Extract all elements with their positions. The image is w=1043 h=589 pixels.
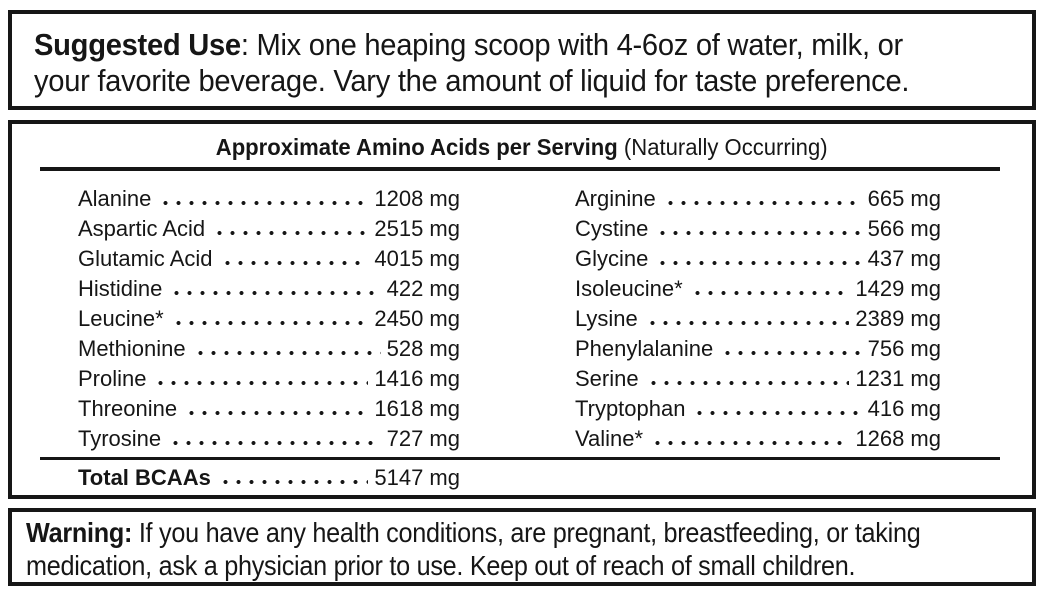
dot-leader	[192, 342, 381, 356]
amino-columns	[78, 184, 1032, 454]
dot-leader	[167, 432, 380, 446]
total-bcaas-value: 5147 mg	[374, 465, 460, 490]
amino-row	[575, 214, 941, 244]
amino-name: Alanine	[78, 186, 152, 211]
amino-name: Glutamic Acid	[78, 246, 213, 271]
amino-name: Arginine	[575, 186, 656, 211]
dot-leader	[654, 252, 861, 266]
amino-value: 528 mg	[386, 336, 460, 361]
amino-acids-box	[8, 120, 1036, 499]
amino-row	[78, 214, 460, 244]
dot-leader	[719, 342, 861, 356]
amino-name: Histidine	[78, 276, 163, 301]
dot-leader	[645, 372, 850, 386]
amino-value: 2515 mg	[374, 216, 460, 241]
amino-row	[575, 304, 941, 334]
header-rule	[40, 167, 1000, 171]
dot-leader	[211, 222, 368, 236]
suggested-use-text-line1: : Mix one heaping scoop with 4-6oz of water, milk, or	[240, 27, 903, 62]
amino-row	[78, 304, 460, 334]
amino-value: 2389 mg	[855, 306, 941, 331]
dot-leader	[689, 282, 850, 296]
dot-leader	[168, 282, 380, 296]
amino-column-left	[78, 184, 460, 454]
warning-text-line1: If you have any health conditions, are pregnant, breastfeeding, or taking	[132, 517, 921, 548]
total-bcaas-label: Total BCAAs	[78, 465, 211, 490]
amino-row	[78, 184, 460, 214]
amino-value: 437 mg	[867, 246, 941, 271]
amino-value: 422 mg	[386, 276, 460, 301]
dot-leader	[644, 312, 850, 326]
amino-row	[575, 184, 941, 214]
amino-name: Aspartic Acid	[78, 216, 206, 241]
dot-leader	[654, 222, 861, 236]
warning-label: Warning:	[26, 517, 133, 548]
amino-column-right	[575, 184, 941, 454]
amino-name: Cystine	[575, 216, 649, 241]
amino-name: Phenylalanine	[575, 336, 714, 361]
total-rule	[40, 457, 1000, 460]
amino-name: Isoleucine*	[575, 276, 683, 301]
dot-leader	[157, 192, 368, 206]
dot-leader	[691, 402, 861, 416]
amino-table-title-main: Approximate Amino Acids per Serving	[216, 134, 619, 160]
dot-leader	[183, 402, 368, 416]
amino-row	[575, 274, 941, 304]
suggested-use-box	[8, 10, 1036, 110]
warning-line2: medication, ask a physician prior to use. Keep out of reach of small children.	[26, 550, 856, 581]
amino-row	[78, 424, 460, 454]
total-bcaas-row	[78, 463, 460, 493]
amino-name: Valine*	[575, 426, 644, 451]
suggested-use-line1	[34, 27, 1010, 63]
amino-value: 1268 mg	[855, 426, 941, 451]
amino-table-title-note: (Naturally Occurring)	[618, 134, 828, 160]
amino-name: Proline	[78, 366, 147, 391]
amino-value: 727 mg	[386, 426, 460, 451]
amino-row	[575, 334, 941, 364]
dot-leader	[152, 372, 368, 386]
amino-value: 566 mg	[867, 216, 941, 241]
suggested-use-label: Suggested Use	[34, 27, 241, 62]
amino-row	[78, 334, 460, 364]
amino-value: 1231 mg	[855, 366, 941, 391]
amino-row	[78, 274, 460, 304]
amino-name: Methionine	[78, 336, 186, 361]
amino-value: 416 mg	[867, 396, 941, 421]
amino-value: 1618 mg	[374, 396, 460, 421]
warning-box	[8, 508, 1036, 586]
amino-value: 1416 mg	[374, 366, 460, 391]
amino-row	[575, 244, 941, 274]
amino-value: 2450 mg	[374, 306, 460, 331]
amino-value: 1429 mg	[855, 276, 941, 301]
amino-row	[575, 364, 941, 394]
amino-row	[78, 394, 460, 424]
amino-value: 665 mg	[867, 186, 941, 211]
amino-value: 1208 mg	[374, 186, 460, 211]
dot-leader	[649, 432, 849, 446]
amino-row	[575, 424, 941, 454]
amino-name: Tyrosine	[78, 426, 162, 451]
amino-row	[78, 244, 460, 274]
dot-leader	[662, 192, 862, 206]
amino-row	[78, 364, 460, 394]
amino-name: Glycine	[575, 246, 649, 271]
dot-leader	[217, 471, 369, 485]
amino-name: Tryptophan	[575, 396, 686, 421]
dot-leader	[219, 252, 369, 266]
amino-name: Serine	[575, 366, 639, 391]
suggested-use-line2: your favorite beverage. Vary the amount of liquid for taste preference.	[34, 63, 910, 98]
dot-leader	[170, 312, 369, 326]
amino-table-title	[12, 124, 1032, 162]
amino-name: Threonine	[78, 396, 178, 421]
amino-value: 4015 mg	[374, 246, 460, 271]
amino-row	[575, 394, 941, 424]
amino-value: 756 mg	[867, 336, 941, 361]
amino-name: Lysine	[575, 306, 638, 331]
warning-line1	[26, 516, 1018, 549]
amino-name: Leucine*	[78, 306, 164, 331]
